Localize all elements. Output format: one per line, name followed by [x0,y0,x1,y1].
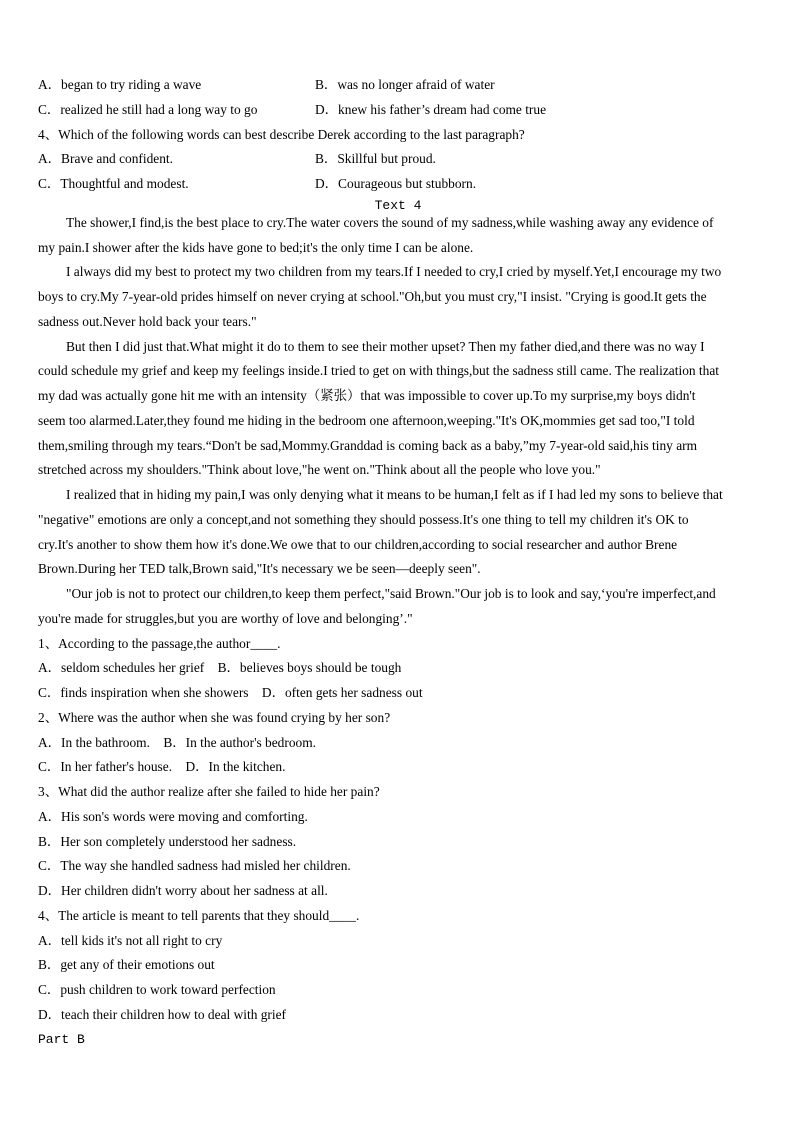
passage-line: my pain.I shower after the kids have gone to bed;it's the only time I can be alone. [38,239,474,255]
passage [38,211,758,632]
part-heading: Part B [38,1031,85,1047]
question: 4、Which of the following words can best describe Derek according to the last paragraph? [38,126,525,142]
passage-line: Brown.During her TED talk,Brown said,"It's necessary we be seen—deeply seen". [38,561,481,577]
option: A．seldom schedules her grief B．believes boys should be tough [38,660,402,676]
option: C．In her father's house. D．In the kitchen. [38,759,286,775]
passage-line: I always did my best to protect my two children from my tears.If I needed to cry,I cried by myself.Yet,I encourage my two [66,264,722,280]
question: 1、According to the passage,the author____. [38,635,281,651]
option: C．push children to work toward perfection [38,982,276,997]
option: B．Skillful but proud. [315,151,436,167]
passage-line: I realized that in hiding my pain,I was only denying what it means to be human,I felt as if I had led my sons to believe that [66,487,723,502]
question: 4、The article is meant to tell parents that they should____. [38,907,360,923]
passage-line: my dad was actually gone hit me with an intensity（紧张）that was impossible to cover up.To my surprise,my boys didn't [38,388,696,403]
passage-line: But then I did just that.What might it do to them to see their mother upset? Then my father died,and there was no way I [66,338,705,354]
section-title: Text 4 [374,197,422,213]
passage-line: stretched across my shoulders."Think about love,"he went on."Think about all the people who love you." [38,462,601,478]
passage-line: The shower,I find,is the best place to cry.The water covers the sound of my sadness,while washing away any evidence of [66,214,714,230]
option: A．tell kids it's not all right to cry [38,932,223,948]
option: C．Thoughtful and modest. [38,176,189,191]
option: C．finds inspiration when she showers D．often gets her sadness out [38,685,423,700]
document-content [38,73,758,1052]
passage-line: "Our job is not to protect our children,to keep them perfect,"said Brown."Our job is to look and say,‘you're imperfect,and [66,586,716,601]
passage-line: "negative" emotions are only a concept,and not something they should possess.It's one thing to tell my children it's OK to [38,511,689,527]
option: A．Brave and confident. [38,151,173,167]
option: B．get any of their emotions out [38,957,215,973]
passage-line: sadness out.Never hold back your tears." [38,313,257,329]
passage-line: boys to cry.My 7-year-old prides himself on never crying at school."Oh,but you must cry,"I insist. "Crying is good.It gets the [38,289,707,304]
question: 2、Where was the author when she was found crying by her son? [38,709,391,725]
option: D．teach their children how to deal with grief [38,1006,287,1022]
option: A．His son's words were moving and comforting. [38,808,308,824]
option: A．began to try riding a wave [38,77,202,92]
passage-line: could schedule my grief and keep my feelings inside.I tried to get on with things,but the sadness still came. The realization that [38,363,720,379]
option: B．Her son completely understood her sadness. [38,833,297,849]
passage-line: cry.It's another to show them how it's done.We owe that to our children,according to social researcher and author Brene [38,536,678,552]
option: C．The way she handled sadness had misled her children. [38,858,351,874]
passage-line: you're made for struggles,but you are worthy of love and belonging’." [38,610,413,626]
option: C．realized he still had a long way to go [38,101,258,117]
option-row [38,172,758,197]
passage-line: them,smiling through my tears.“Don't be sad,Mommy.Granddad is coming back as a baby,”my 7-year-old said,his tiny arm [38,437,698,453]
option-row [38,98,758,123]
passage-line: seem too alarmed.Later,they found me hiding in the bedroom one afternoon,weeping."It's OK,mommies get sad too,"I told [38,412,695,428]
option: A．In the bathroom. B．In the author's bedroom. [38,734,316,750]
option-row [38,147,758,172]
question: 3、What did the author realize after she failed to hide her pain? [38,784,380,799]
questions [38,632,758,1028]
option: D．knew his father’s dream had come true [315,101,547,117]
option: D．Her children didn't worry about her sadness at all. [38,883,328,898]
option: D．Courageous but stubborn. [315,176,477,191]
option: B．was no longer afraid of water [315,77,495,92]
option-row [38,73,758,98]
